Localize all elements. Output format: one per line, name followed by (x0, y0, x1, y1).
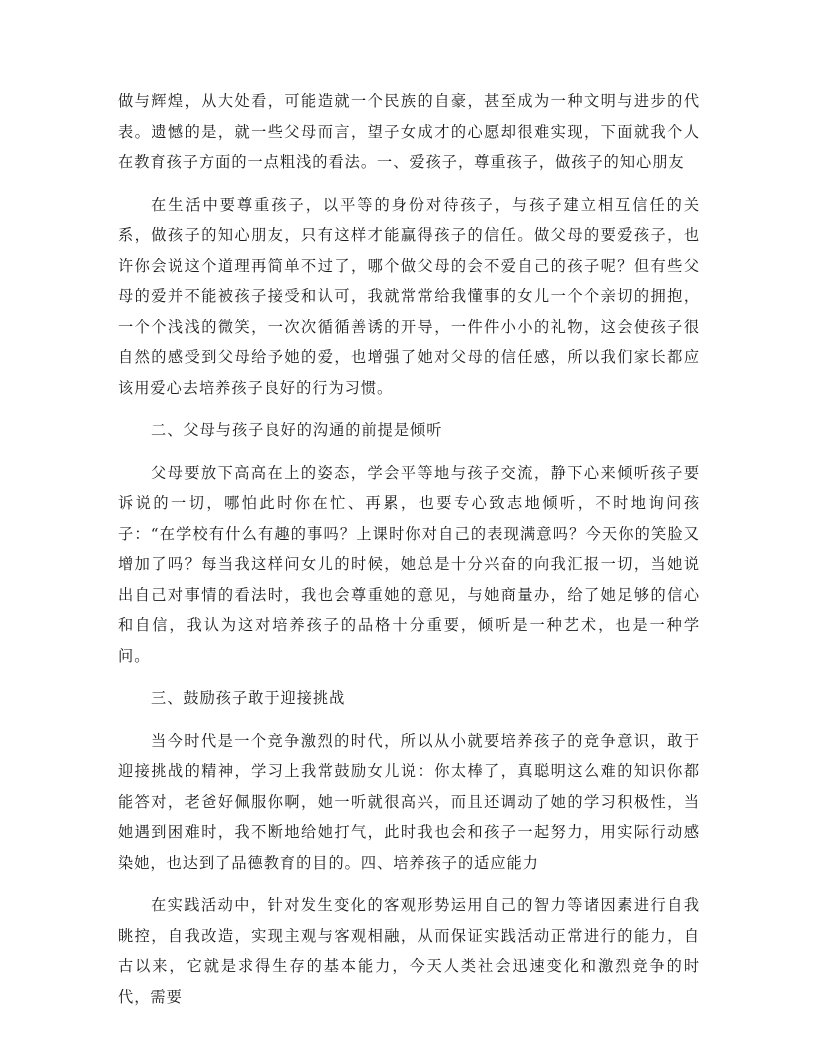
paragraph-adaptability: 在实践活动中，针对发生变化的客观形势运用自己的智力等诸因素进行自我眺控，自我改造，实现主观与客观相融，从而保证实践活动正常进行的能力，自古以来，它就是求得生存的基本能力，今天人类社会迅速变化和激烈竞争的时代，需要 (118, 896, 700, 1006)
section-heading-listening: 二、父母与孩子良好的沟通的前提是倾听 (151, 421, 443, 439)
paragraph-challenge: 当今时代是一个竞争激烈的时代，所以从小就要培养孩子的竞争意识，敢于迎接挑战的精神，学习上我常鼓励女儿说：你太棒了，真聪明这么难的知识你都能答对，老爸好佩服你啊，她一听就很高兴，而且还调动了她的学习积极性，当她遇到困难时，我不断地给她打气，此时我也会和孩子一起努力，用实际行动感染她，也达到了品德教育的目的。四、培养孩子的适应能力 (118, 731, 700, 872)
paragraph-listening: 父母要放下高高在上的姿态，学会平等地与孩子交流，静下心来倾听孩子要诉说的一切，哪怕此时你在忙、再累，也要专心致志地倾听，不时地询问孩子：“在学校有什么有趣的事吗？上课时你对自己的表现满意吗？今天你的笑脸又增加了吗？每当我这样问女儿的时候，她总是十分兴奋的向我汇报一切，当她说出自己对事情的看法时，我也会尊重她的意见，与她商量办，给了她足够的信心和自信，我认为这对培养孩子的品格十分重要，倾听是一种艺术，也是一种学问。 (118, 463, 700, 665)
document-page (118, 86, 700, 1012)
section-heading-challenge: 三、鼓励孩子敢于迎接挑战 (151, 689, 346, 707)
paragraph-respect: 在生活中要尊重孩子，以平等的身份对待孩子，与孩子建立相互信任的关系，做孩子的知心朋友，只有这样才能赢得孩子的信任。做父母的要爱孩子，也许你会说这个道理再简单不过了，哪个做父母的会不爱自己的孩子呢？但有些父母的爱并不能被孩子接受和认可，我就常常给我懂事的女儿一个个亲切的拥抱，一个个浅浅的微笑，一次次循循善诱的开导，一件件小小的礼物，这会使孩子很自然的感受到父母给予她的爱，也增强了她对父母的信任感，所以我们家长都应该用爱心去培养孩子良好的行为习惯。 (118, 195, 700, 397)
paragraph-intro: 做与辉煌，从大处看，可能造就一个民族的自豪，甚至成为一种文明与进步的代表。遗憾的是，就一些父母而言，望子女成才的心愿却很难实现，下面就我个人在教育孩子方面的一点粗浅的看法。一、爱孩子，尊重孩子，做孩子的知心朋友 (118, 92, 700, 171)
